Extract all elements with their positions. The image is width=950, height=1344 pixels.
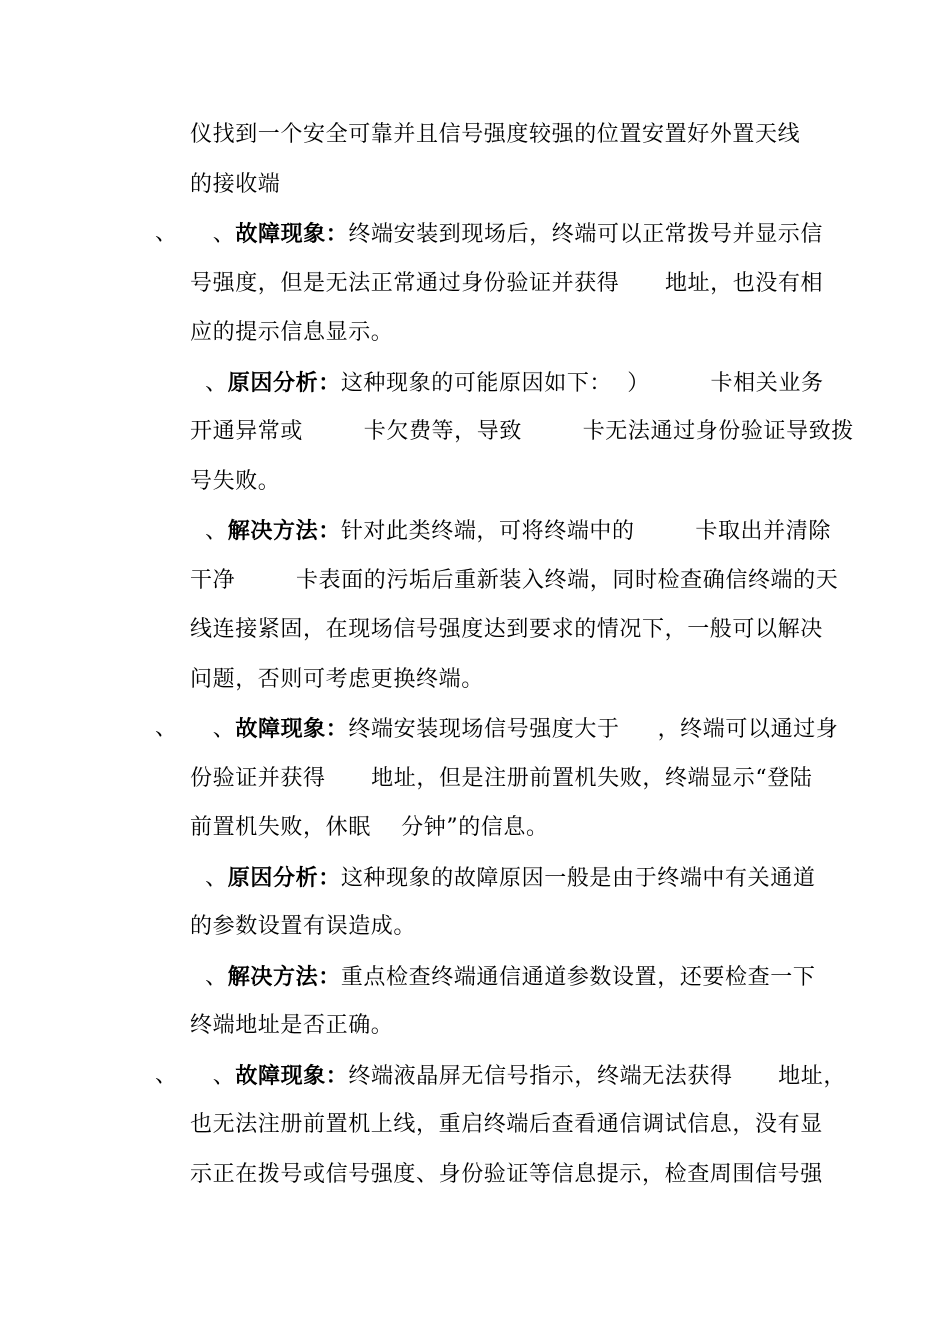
list-bullet-mark: 、	[155, 716, 178, 741]
body-text: 这种现象的故障原因一般是由于终端中有关通道	[340, 866, 816, 891]
text-line	[190, 170, 280, 200]
body-text: 针对此类终端，可将终端中的 卡取出并清除	[340, 519, 831, 544]
body-text: 的参数设置有误造成。	[190, 914, 417, 939]
list-bullet-mark: 、	[155, 1063, 178, 1088]
body-text: 终端液晶屏无信号指示，终端无法获得 地址，	[348, 1064, 846, 1089]
body-text: 这种现象的可能原因如下： ） 卡相关业务	[340, 371, 824, 396]
section-heading: 原因分析：	[227, 370, 341, 396]
body-text: 的接收端	[190, 172, 281, 197]
body-text: 开通异常或 卡欠费等，导致 卡无法通过身份验证导致拨	[190, 419, 854, 444]
body-text: 前置机失败，休眠 分钟”的信息。	[190, 815, 549, 840]
text-line	[190, 764, 812, 794]
text-line	[190, 615, 823, 645]
body-text: 重点检查终端通信通道参数设置，还要检查一下	[340, 965, 816, 990]
text-line	[190, 467, 280, 497]
text-line	[190, 318, 393, 348]
item-number-mark: 、	[190, 866, 228, 891]
body-text: 干净 卡表面的污垢后重新装入终端，同时检查确信终端的天	[190, 568, 839, 593]
text-line	[190, 714, 838, 745]
text-line	[190, 368, 824, 399]
text-line	[190, 566, 838, 596]
list-bullet-mark: 、	[155, 221, 178, 246]
section-heading: 解决方法：	[227, 518, 341, 544]
text-line	[190, 1061, 846, 1092]
item-number-mark: 、	[190, 965, 228, 990]
item-number-mark: 、	[190, 222, 236, 247]
text-line	[190, 813, 549, 843]
text-line	[190, 516, 831, 547]
section-heading: 故障现象：	[235, 221, 349, 247]
body-text: 终端地址是否正确。	[190, 1013, 394, 1038]
text-line	[190, 962, 815, 993]
body-text: 仪找到一个安全可靠并且信号强度较强的位置安置好外置天线	[190, 122, 801, 147]
text-line	[190, 219, 823, 250]
section-heading: 原因分析：	[227, 865, 341, 891]
text-line	[190, 1160, 823, 1190]
item-number-mark: 、	[190, 1064, 236, 1089]
text-line	[190, 665, 484, 695]
text-line	[190, 912, 416, 942]
text-line	[190, 1110, 823, 1140]
body-text: 示正在拨号或信号强度、身份验证等信息提示，检查周围信号强	[190, 1162, 823, 1187]
text-line	[190, 120, 800, 150]
item-number-mark: 、	[190, 717, 236, 742]
item-number-mark: 、	[190, 371, 228, 396]
body-text: 份验证并获得 地址，但是注册前置机失败，终端显示“登陆	[190, 766, 813, 791]
section-heading: 故障现象：	[235, 1063, 349, 1089]
text-line	[190, 417, 854, 447]
body-text: 应的提示信息显示。	[190, 320, 394, 345]
text-line	[190, 269, 823, 299]
item-number-mark: 、	[190, 519, 228, 544]
text-line	[190, 863, 815, 894]
section-heading: 故障现象：	[235, 716, 349, 742]
body-text: 号强度，但是无法正常通过身份验证并获得 地址，也没有相	[190, 271, 824, 296]
body-text: 线连接紧固，在现场信号强度达到要求的情况下，一般可以解决	[190, 617, 823, 642]
section-heading: 解决方法：	[227, 964, 341, 990]
body-text: 终端安装现场信号强度大于 ，终端可以通过身	[348, 717, 839, 742]
body-text: 问题，否则可考虑更换终端。	[190, 667, 484, 692]
body-text: 号失败。	[190, 469, 281, 494]
text-line	[190, 1011, 393, 1041]
body-text: 终端安装到现场后，终端可以正常拨号并显示信	[348, 222, 824, 247]
body-text: 也无法注册前置机上线，重启终端后查看通信调试信息，没有显	[190, 1112, 823, 1137]
